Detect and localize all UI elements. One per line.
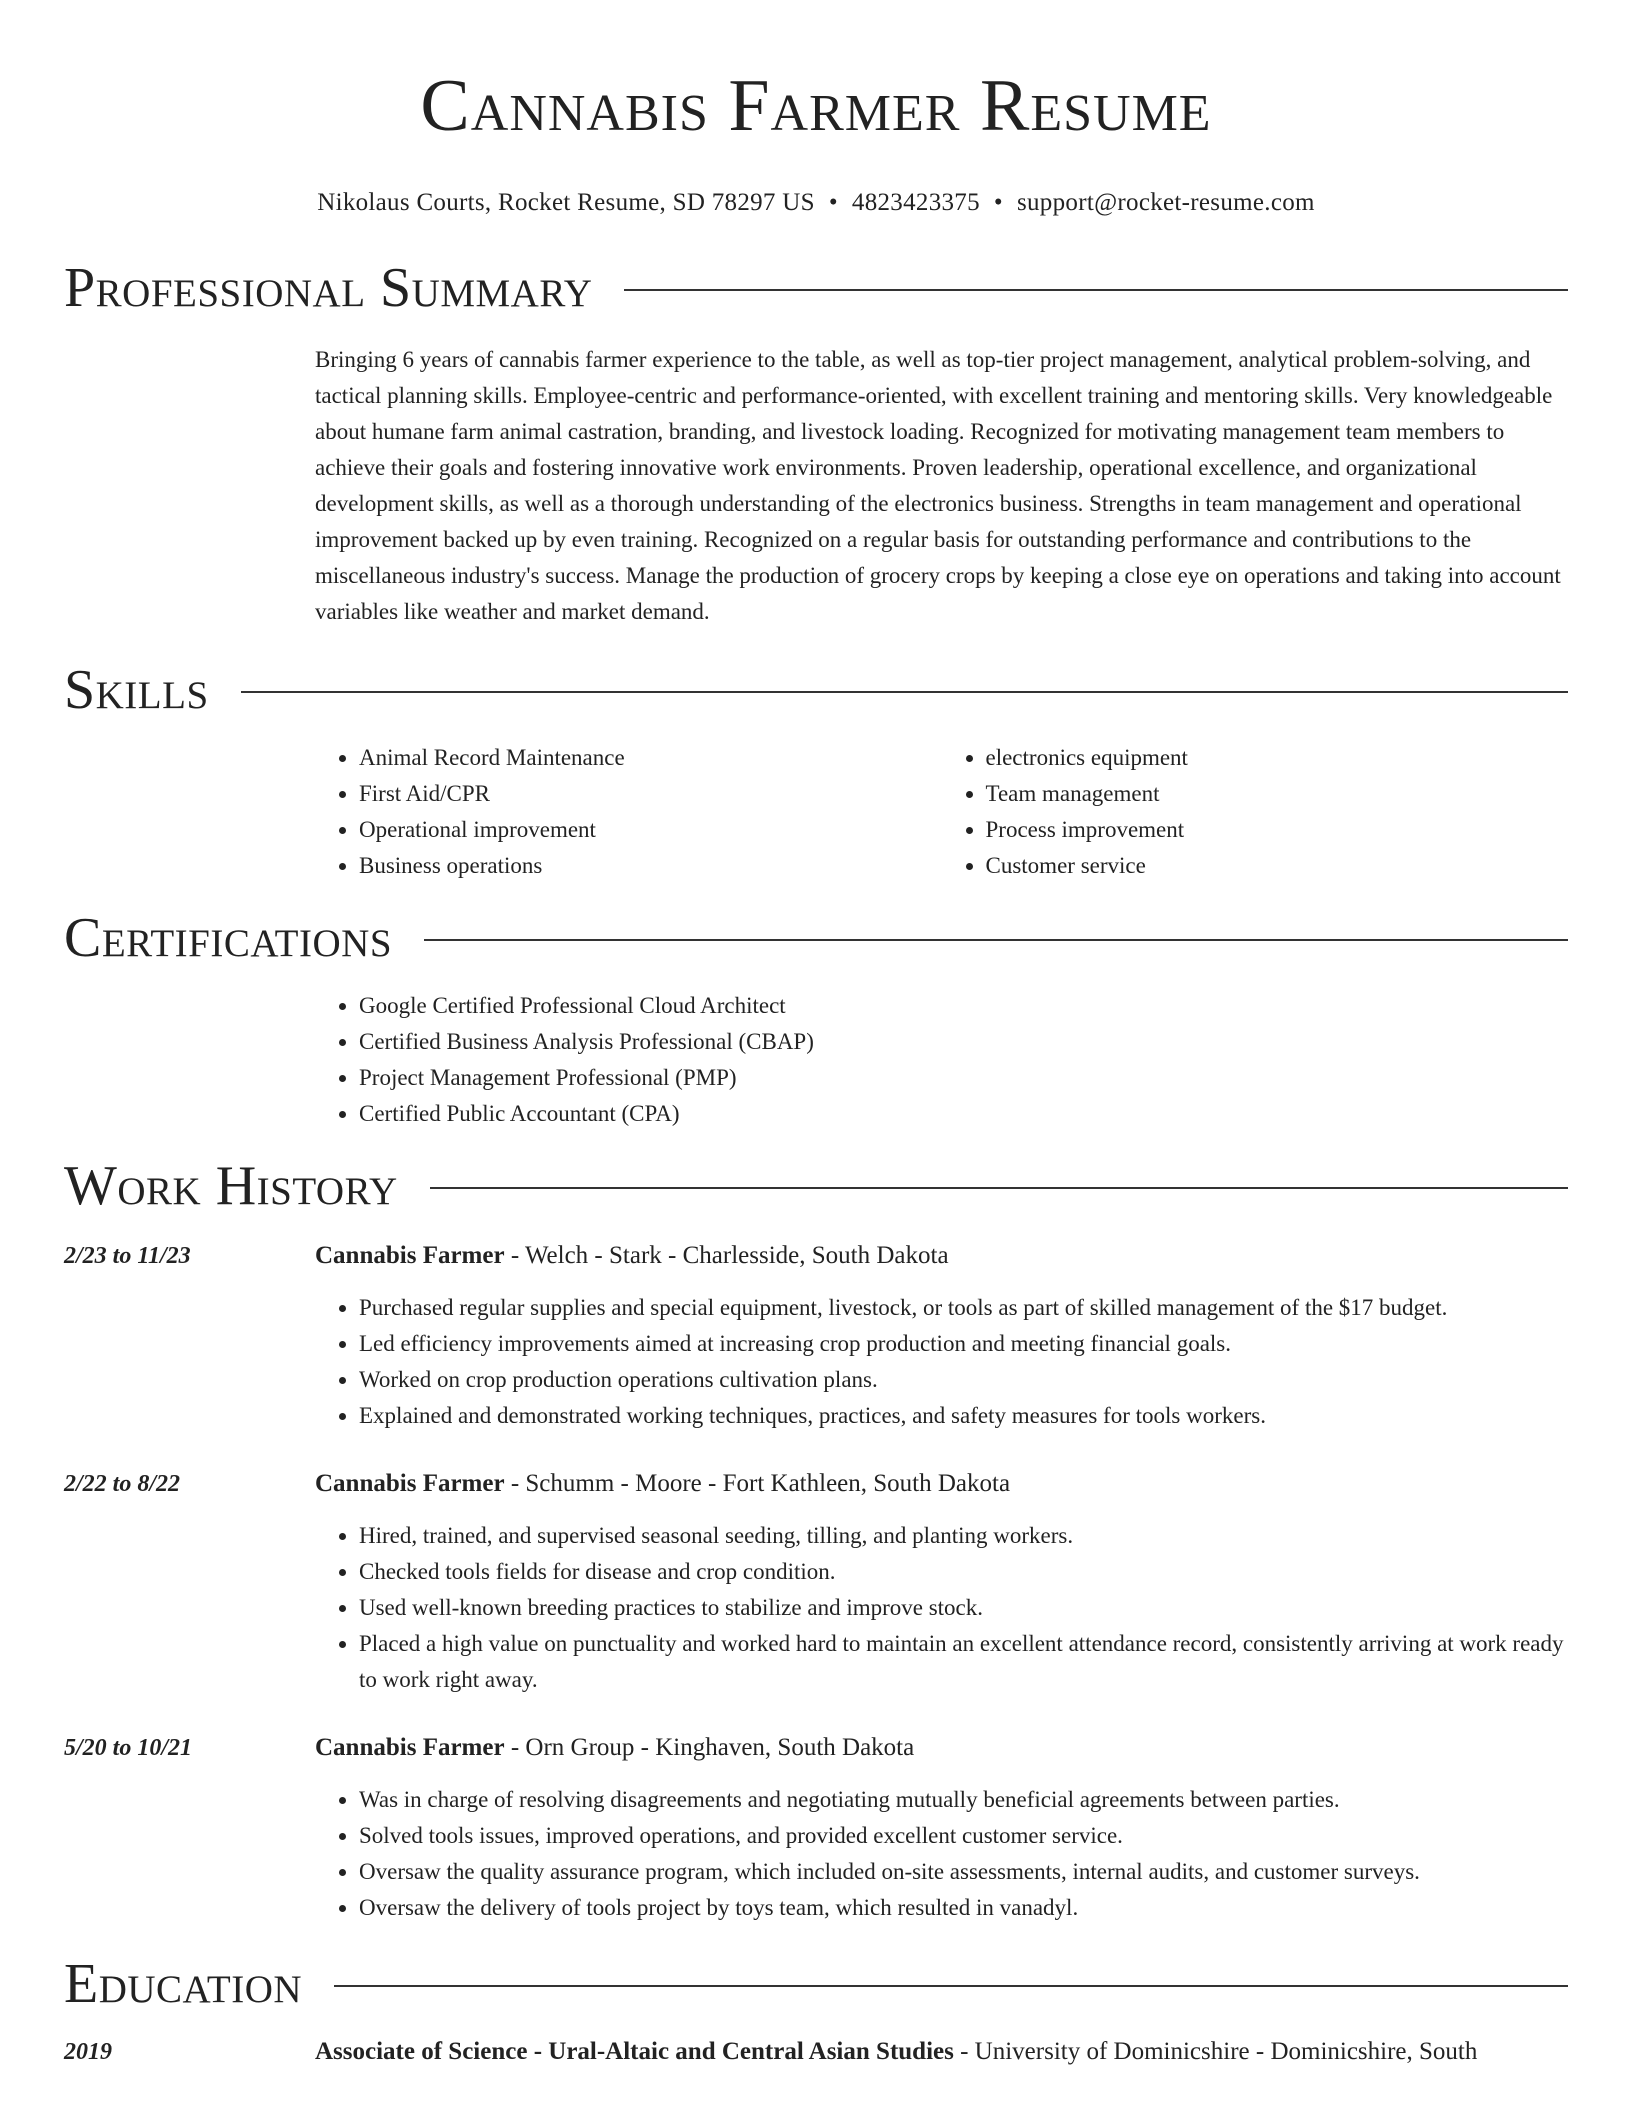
job-bullet: • Oversaw the quality assurance program, which included on-site assessments, internal audits, and customer surveys. [359,1854,1568,1890]
section-divider [624,289,1568,291]
job-title: Cannabis Farmer [315,1734,505,1761]
education-details [315,2032,1568,2072]
job-entry [64,1464,1568,1698]
job-details [315,1236,1568,1434]
skill-item: • Team management [986,776,1569,812]
education-year: 2019 [64,2039,112,2065]
skill-item: • Animal Record Maintenance [359,740,942,776]
contact-phone: 4823423375 [851,189,980,216]
job-company: - Schumm - Moore - Fort Kathleen, South Dakota [504,1470,1011,1497]
job-bullet: • Worked on crop production operations cultivation plans. [359,1362,1568,1398]
skills-section-header [64,656,1568,724]
job-bullets [315,1518,1568,1698]
work-heading: Work History [64,1155,398,1217]
summary-text: Bringing 6 years of cannabis farmer experience to the table, as well as top-tier project management, analytical problem-solving, and tactical planning skills. Employee-centric and performance-oriented, with excellent training and mentoring skills. Very knowledgeable about humane farm animal castration, branding, and livestock loading. Recognized for motivating management team members to achieve their goals and fostering innovative work environments. Proven leadership, operational excellence, and organizational development skills, as well as a thorough understanding of the electronics business. Strengths in team management and operational improvement backed up by even training. Recognized on a regular basis for outstanding performance and contributions to the miscellaneous industry's success. Manage the production of grocery crops by keeping a close eye on operations and taking into account variables like weather and market demand. [315,347,1561,624]
certification-item: • Certified Public Accountant (CPA) [359,1096,1568,1132]
job-title-line [315,1464,1568,1504]
summary-section-header [64,254,1568,322]
job-bullet: • Led efficiency improvements aimed at increasing crop production and meeting financial goals. [359,1326,1568,1362]
contact-separator: • [828,189,838,216]
job-dates: 2/22 to 8/22 [64,1471,181,1497]
job-title: Cannabis Farmer [315,1242,505,1269]
job-details [315,1728,1568,1926]
job-title-line [315,1728,1568,1768]
job-bullet: • Used well-known breeding practices to stabilize and improve stock. [359,1590,1568,1626]
job-company: - Welch - Stark - Charlesside, South Dakota [504,1242,949,1269]
job-bullets [315,1782,1568,1926]
education-section-header [64,1950,1568,2018]
skill-item: • Operational improvement [359,812,942,848]
contact-separator: • [993,189,1003,216]
contact-address: Nikolaus Courts, Rocket Resume, SD 78297 US [317,189,815,216]
skills-list [315,740,1568,884]
certifications-heading: Certifications [64,907,393,969]
education-line [315,2032,1568,2072]
job-title: Cannabis Farmer [315,1470,505,1497]
skill-item: • Business operations [359,848,942,884]
summary-heading: Professional Summary [64,257,593,319]
job-dates: 2/23 to 11/23 [64,1243,191,1269]
job-bullets [315,1290,1568,1434]
education-school: - University of Dominicshire - Dominicshire, South [953,2038,1478,2065]
job-bullet: • Hired, trained, and supervised seasonal seeding, tilling, and planting workers. [359,1518,1568,1554]
job-company: - Orn Group - Kinghaven, South Dakota [504,1734,915,1761]
job-entry [64,1728,1568,1926]
skill-item: • electronics equipment [986,740,1569,776]
resume-page [64,0,1568,2072]
work-section-header [64,1152,1568,1220]
section-divider [241,691,1568,693]
job-bullet: • Was in charge of resolving disagreements and negotiating mutually beneficial agreements between parties. [359,1782,1568,1818]
skill-item: • First Aid/CPR [359,776,942,812]
certifications-list [315,988,1568,1132]
job-bullet: • Checked tools fields for disease and crop condition. [359,1554,1568,1590]
education-entry [64,2032,1568,2072]
job-bullet: • Oversaw the delivery of tools project by toys team, which resulted in vanadyl. [359,1890,1568,1926]
skills-column-right [942,740,1569,884]
certification-item: • Certified Business Analysis Professional (CBAP) [359,1024,1568,1060]
job-bullet: • Placed a high value on punctuality and worked hard to maintain an excellent attendance record, consistently arriving at work ready to work right away. [359,1626,1568,1698]
certifications-section-header [64,904,1568,972]
job-details [315,1464,1568,1698]
contact-email[interactable]: support@rocket-resume.com [1016,189,1315,216]
section-divider [430,1187,1568,1189]
section-divider [424,939,1568,941]
certification-item: • Google Certified Professional Cloud Architect [359,988,1568,1024]
skills-heading: Skills [64,659,209,721]
job-dates: 5/20 to 10/21 [64,1735,193,1761]
job-bullet: • Solved tools issues, improved operations, and provided excellent customer service. [359,1818,1568,1854]
skill-item: • Process improvement [986,812,1569,848]
job-bullet: • Explained and demonstrated working techniques, practices, and safety measures for tools workers. [359,1398,1568,1434]
education-degree: Associate of Science - Ural-Altaic and Central Asian Studies [315,2038,954,2065]
section-divider [334,1985,1568,1987]
job-bullet: • Purchased regular supplies and special equipment, livestock, or tools as part of skilled management of the $17 budget. [359,1290,1568,1326]
job-entry [64,1236,1568,1434]
contact-line [64,186,1568,220]
resume-title: Cannabis Farmer Resume [420,65,1212,147]
certifications-items [315,988,1568,1132]
skill-item: • Customer service [986,848,1569,884]
certification-item: • Project Management Professional (PMP) [359,1060,1568,1096]
skills-column-left [315,740,942,884]
job-title-line [315,1236,1568,1276]
education-heading: Education [64,1953,303,2015]
